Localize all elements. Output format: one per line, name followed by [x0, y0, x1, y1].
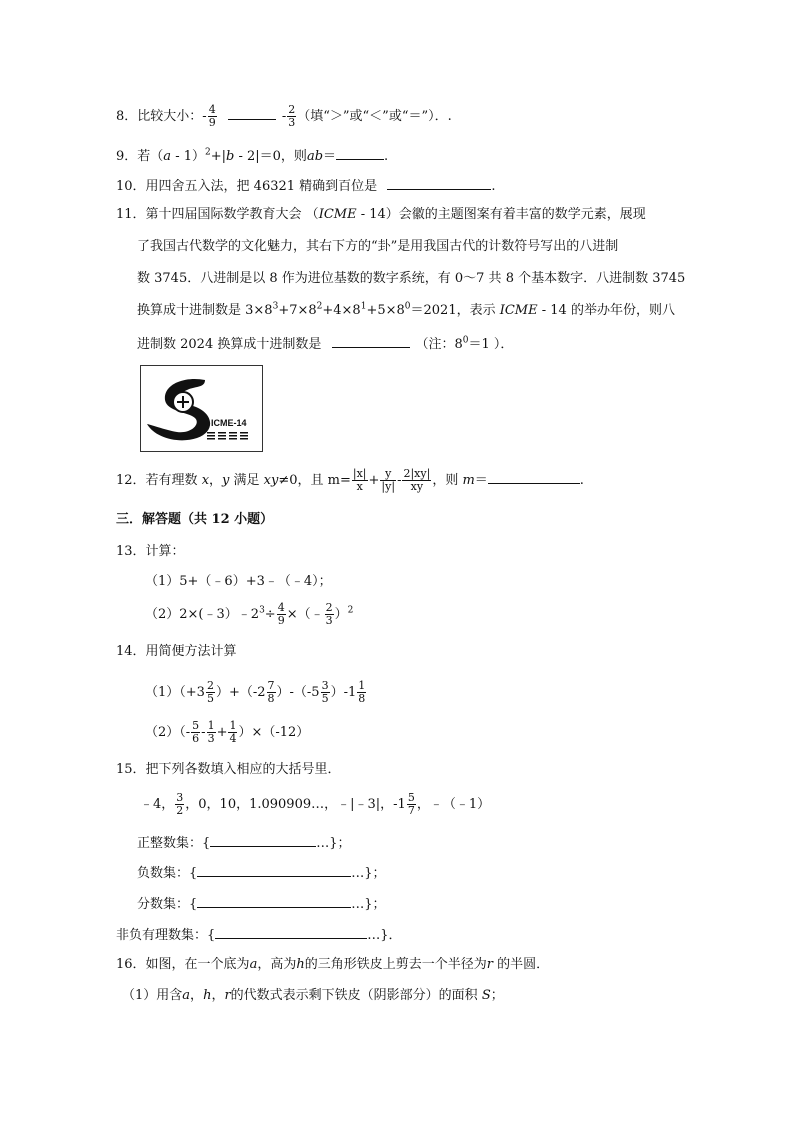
q15-positive-integers — [137, 832, 351, 854]
fraction: $\frac{5}{6}$ — [192, 719, 200, 745]
q10-number: 10． — [116, 179, 146, 194]
set-label: 负数集：{ — [137, 866, 198, 881]
q15-text: ，﹣（﹣1） — [416, 797, 491, 812]
var-s: S — [481, 988, 491, 1003]
operator: ÷ — [264, 607, 276, 622]
set-label: 非负有理数集：{ — [116, 928, 216, 943]
question-9 — [116, 145, 388, 167]
fraction: $\frac{2}{5}$ — [206, 679, 214, 705]
var-a: a — [163, 149, 172, 164]
exponent: 0 — [462, 335, 469, 346]
q12-text: ，则 — [432, 473, 463, 488]
q9-text: 若（ — [137, 149, 164, 164]
q11-text: +7×8 — [278, 303, 317, 318]
q11-text: 换算成十进制数是 3×8 — [137, 303, 273, 318]
exponent: 3 — [259, 605, 265, 616]
q16-text: ； — [490, 988, 504, 1003]
var-m: m — [462, 473, 475, 488]
q10-end: . — [491, 179, 496, 194]
question-11-line-1 — [116, 205, 646, 225]
q12-comma: ， — [209, 473, 223, 488]
set-label: 分数集：{ — [137, 897, 198, 912]
fraction: $\frac{3}{2}$ — [176, 791, 184, 817]
var-r: r — [224, 988, 231, 1003]
q11-text: +4×8 — [322, 303, 361, 318]
q13-text: ×（﹣ — [286, 607, 324, 622]
operator: + — [368, 473, 380, 488]
q15-number-list — [140, 792, 490, 817]
var-b: b — [226, 149, 235, 164]
q16-text: 的代数式表示剩下铁皮（阴影部分）的面积 — [230, 988, 482, 1003]
q13-text: （2）2×(﹣3）﹣2 — [145, 607, 260, 622]
q11-text: ＝2021，表示 — [410, 303, 500, 318]
var-y: y — [222, 473, 230, 488]
q11-text: 了我国古代数学的文化魅力，其右下方的“卦”是用我国古代的计数符号写出的八进制 — [137, 239, 619, 254]
q15-fractions — [137, 893, 386, 915]
q9-number: 9． — [116, 149, 138, 164]
q13-text: ） — [334, 607, 348, 622]
q15-text: 把下列各数填入相应的大括号里． — [145, 762, 341, 777]
set-close: …}； — [351, 897, 386, 912]
q11-icme: ICME — [318, 207, 357, 222]
set-close: …}． — [367, 928, 402, 943]
q12-end: . — [579, 473, 584, 488]
answer-blank[interactable] — [336, 145, 384, 160]
q16-text: （1）用含 — [122, 988, 183, 1003]
q15-text: ﹣4， — [140, 797, 175, 812]
q14-number: 14． — [116, 644, 146, 659]
q13-number: 13． — [116, 544, 146, 559]
var-ab: ab — [306, 149, 324, 164]
q11-text: - 14）会徽的主题图案有着丰富的数学元素，展现 — [356, 207, 646, 222]
fraction: $\frac{2}{3}$ — [325, 601, 333, 627]
q15-text: ，0，10，1.090909…，﹣|﹣3|，-1 — [185, 797, 406, 812]
q16-text: ， — [211, 988, 225, 1003]
q11-text: 第十四届国际数学教育大会 （ — [145, 207, 319, 222]
fraction: $\frac{7}{8}$ — [267, 679, 275, 705]
q11-text: 数 3745．八进制是以 8 作为进位基数的数字系统，有 0～7 共 8 个基本数字．八进制数 3745 — [137, 271, 686, 286]
q14-text: （2）（- — [145, 725, 191, 740]
set-close: …}； — [316, 836, 351, 851]
var-xy: xy — [263, 473, 279, 488]
q11-icme: ICME — [499, 303, 538, 318]
fraction: $\frac{|x|}{x}$ — [352, 467, 367, 493]
q8-number: 8． — [116, 109, 138, 124]
fraction: $\frac{4}{9}$ — [208, 103, 216, 129]
q13-part-2 — [145, 602, 353, 627]
fraction: $\frac{3}{5}$ — [321, 679, 329, 705]
exponent: 2 — [316, 301, 323, 312]
operator: - — [201, 725, 206, 740]
q16-text: ，高为 — [257, 957, 297, 972]
q10-text: 用四舍五入法，把 46321 精确到百位是 — [145, 179, 378, 194]
fraction: $\frac{4}{9}$ — [277, 601, 285, 627]
operator: + — [216, 725, 228, 740]
q14-text: ）-1 — [330, 685, 357, 700]
q11-note: ＝1 ）． — [468, 337, 514, 352]
answer-blank[interactable] — [332, 333, 410, 348]
q11-number: 11． — [116, 207, 146, 222]
exponent: 2 — [347, 605, 354, 616]
q14-text: （1）（+3 — [145, 685, 205, 700]
var-a: a — [182, 988, 191, 1003]
exponent: 1 — [360, 301, 367, 312]
q9-text: - 1） — [171, 149, 205, 164]
answer-blank[interactable] — [215, 924, 367, 939]
var-a: a — [249, 957, 258, 972]
q16-text: 的半圆． — [492, 957, 550, 972]
fraction: $\frac{1}{4}$ — [229, 719, 237, 745]
var-r: r — [486, 957, 493, 972]
q14-text: 用简便方法计算 — [145, 644, 237, 659]
fraction: $\frac{5}{7}$ — [407, 791, 415, 817]
question-14 — [116, 642, 237, 662]
q12-text: ≠0，且 m= — [278, 473, 351, 488]
q12-text: 若有理数 — [145, 473, 202, 488]
q16-text: 的三角形铁皮上剪去一个半径为 — [304, 957, 487, 972]
logo-text: ICME-14 — [211, 418, 247, 428]
question-13 — [116, 542, 185, 562]
q12-number: 12． — [116, 473, 146, 488]
q15-nonnegative-rationals — [116, 924, 402, 946]
icme-14-logo — [140, 365, 263, 452]
q9-text: +| — [210, 149, 227, 164]
q14-part-2 — [145, 720, 309, 745]
q14-text: ）+（-2 — [215, 685, 266, 700]
exponent: 3 — [272, 301, 279, 312]
question-8 — [116, 104, 452, 129]
fraction: $\frac{2|xy|}{xy}$ — [403, 467, 431, 493]
section-title: 三．解答题（共 12 小题） — [116, 512, 274, 527]
q11-text: - 14 的举办年份，则八 — [537, 303, 675, 318]
q12-text: 满足 — [229, 473, 264, 488]
question-16 — [116, 955, 549, 975]
answer-blank[interactable] — [197, 893, 351, 908]
answer-blank[interactable] — [387, 175, 491, 190]
q12-text: ＝ — [474, 473, 488, 488]
fraction: $\frac{1}{8}$ — [358, 679, 366, 705]
question-11-line-5 — [137, 333, 513, 355]
icme-logo-icon — [141, 366, 262, 451]
q16-number: 16． — [116, 957, 146, 972]
q14-text: ）×（-12） — [238, 725, 310, 740]
question-12 — [116, 468, 584, 493]
q15-number: 15． — [116, 762, 146, 777]
fraction: $\frac{y}{|y|}$ — [381, 467, 396, 493]
q8-minus: - — [281, 109, 287, 124]
q11-note: （注：8 — [415, 337, 463, 352]
answer-blank[interactable] — [488, 469, 580, 484]
q13-text: 计算： — [145, 544, 185, 559]
operator: - — [397, 473, 402, 488]
fraction: $\frac{1}{3}$ — [207, 719, 215, 745]
var-h: h — [296, 957, 305, 972]
answer-blank[interactable] — [228, 105, 276, 120]
q16-text: 如图，在一个底为 — [145, 957, 250, 972]
set-close: …}； — [351, 866, 386, 881]
exponent: 2 — [205, 147, 211, 158]
q11-text: +5×8 — [366, 303, 405, 318]
q16-part-1 — [122, 986, 504, 1006]
q14-text: ）-（-5 — [276, 685, 320, 700]
q14-part-1 — [145, 680, 367, 705]
var-h: h — [203, 988, 212, 1003]
set-label: 正整数集：{ — [137, 836, 211, 851]
question-11-line-4 — [137, 301, 675, 321]
q13-part-1: （1）5+（﹣6）+3﹣（﹣4）； — [145, 574, 332, 589]
q11-text: 进制数 2024 换算成十进制数是 — [137, 337, 322, 352]
q9-end: . — [384, 149, 389, 164]
question-15 — [116, 760, 341, 780]
q15-negative-numbers — [137, 862, 386, 884]
fraction: $\frac{2}{3}$ — [288, 103, 296, 129]
var-x: x — [201, 473, 210, 488]
answer-blank[interactable] — [210, 832, 316, 847]
question-11-line-3 — [137, 269, 685, 289]
exponent: 0 — [404, 301, 411, 312]
q9-text: - 2|＝0，则 — [234, 149, 307, 164]
answer-blank[interactable] — [197, 862, 351, 877]
q8-lead: 比较大小：- — [137, 109, 207, 124]
q9-text: ＝ — [323, 149, 337, 164]
question-10 — [116, 175, 495, 197]
question-11-line-2 — [137, 237, 618, 257]
q16-text: ， — [190, 988, 204, 1003]
q8-tail: （填“＞”或“＜”或“＝”）．. — [297, 109, 452, 124]
